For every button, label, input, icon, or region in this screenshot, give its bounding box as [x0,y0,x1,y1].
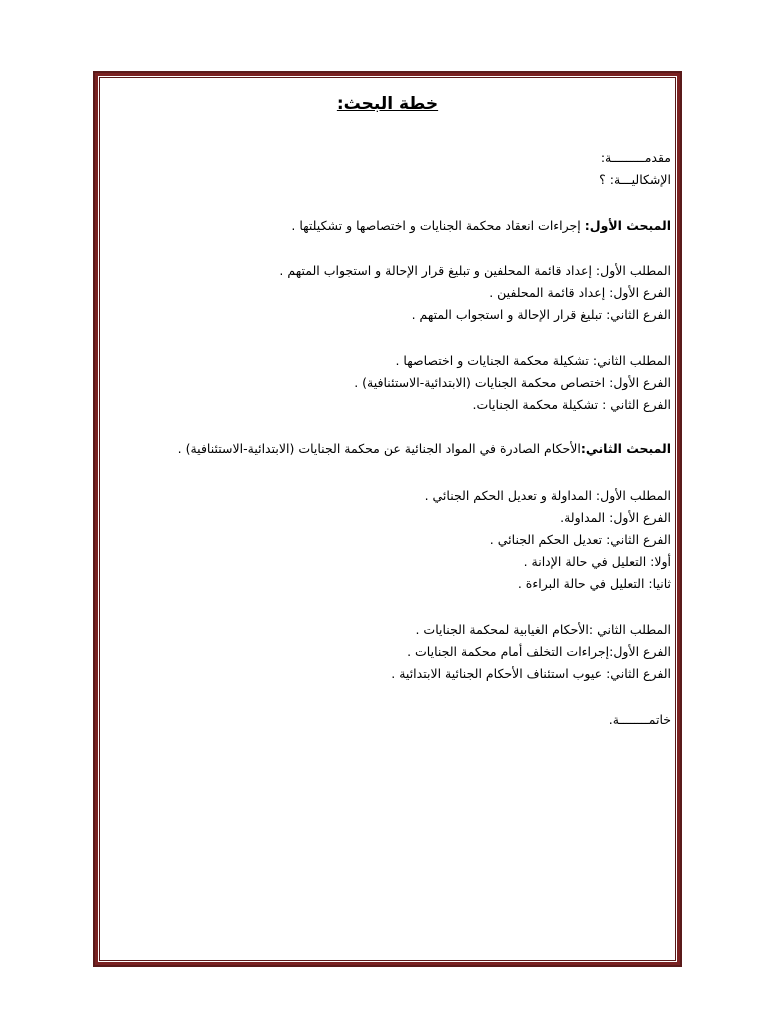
page-border [93,71,682,967]
ch2-section1-branch1: الفرع الأول: المداولة. [560,510,671,525]
ch2-section2-branch2: الفرع الثاني: عيوب استئناف الأحكام الجنائية الابتدائية . [391,666,671,681]
ch1-section2: المطلب الثاني: تشكيلة محكمة الجنايات و اختصاصها . [395,353,671,368]
ch2-section1-branch2: الفرع الثاني: تعديل الحكم الجنائي . [489,532,671,547]
ch1-section2-branch2: الفرع الثاني : تشكيلة محكمة الجنايات. [472,397,671,412]
ch1-section1-branch2: الفرع الثاني: تبليغ قرار الإحالة و استجواب المتهم . [411,307,671,322]
page-border-gap [98,76,677,962]
conclusion-line: خاتمــــــــة. [608,712,671,727]
chapter1-label: المبحث الأول: [584,218,671,233]
chapter2-heading [110,441,671,457]
ch2-section2-branch1: الفرع الأول:إجراءات التخلف أمام محكمة الجنايات . [407,644,671,659]
ch2-section1-point2: ثانيا: التعليل في حالة البراءة . [517,576,671,591]
ch1-section1: المطلب الأول: إعداد قائمة المحلفين و تبليغ قرار الإحالة و استجواب المتهم . [279,263,671,278]
ch1-section2-branch1: الفرع الأول: اختصاص محكمة الجنايات (الابتدائية-الاستئنافية) . [354,375,671,390]
ch2-section1-point1: أولا: التعليل في حالة الإدانة . [523,554,671,569]
chapter2-text: الأحكام الصادرة في المواد الجنائية عن محكمة الجنايات (الابتدائية-الاستئنافية) . [177,441,581,456]
ch2-section2: المطلب الثاني :الأحكام الغيابية لمحكمة الجنايات . [415,622,671,637]
page-frame [99,77,676,961]
ch1-section1-branch1: الفرع الأول: إعداد قائمة المحلفين . [489,285,671,300]
chapter1-heading [110,218,671,234]
chapter1-text: إجراءات انعقاد محكمة الجنايات و اختصاصها و تشكيلتها . [291,218,585,233]
document-body [100,78,675,960]
problem-line: الإشكاليـــة: ؟ [599,172,671,187]
ch2-section1: المطلب الأول: المداولة و تعديل الحكم الجنائي . [424,488,671,503]
chapter2-label: المبحث الثاني: [580,441,671,456]
document-title: خطة البحث: [336,94,439,114]
intro-line: مقدمـــــــــة: [600,150,671,165]
